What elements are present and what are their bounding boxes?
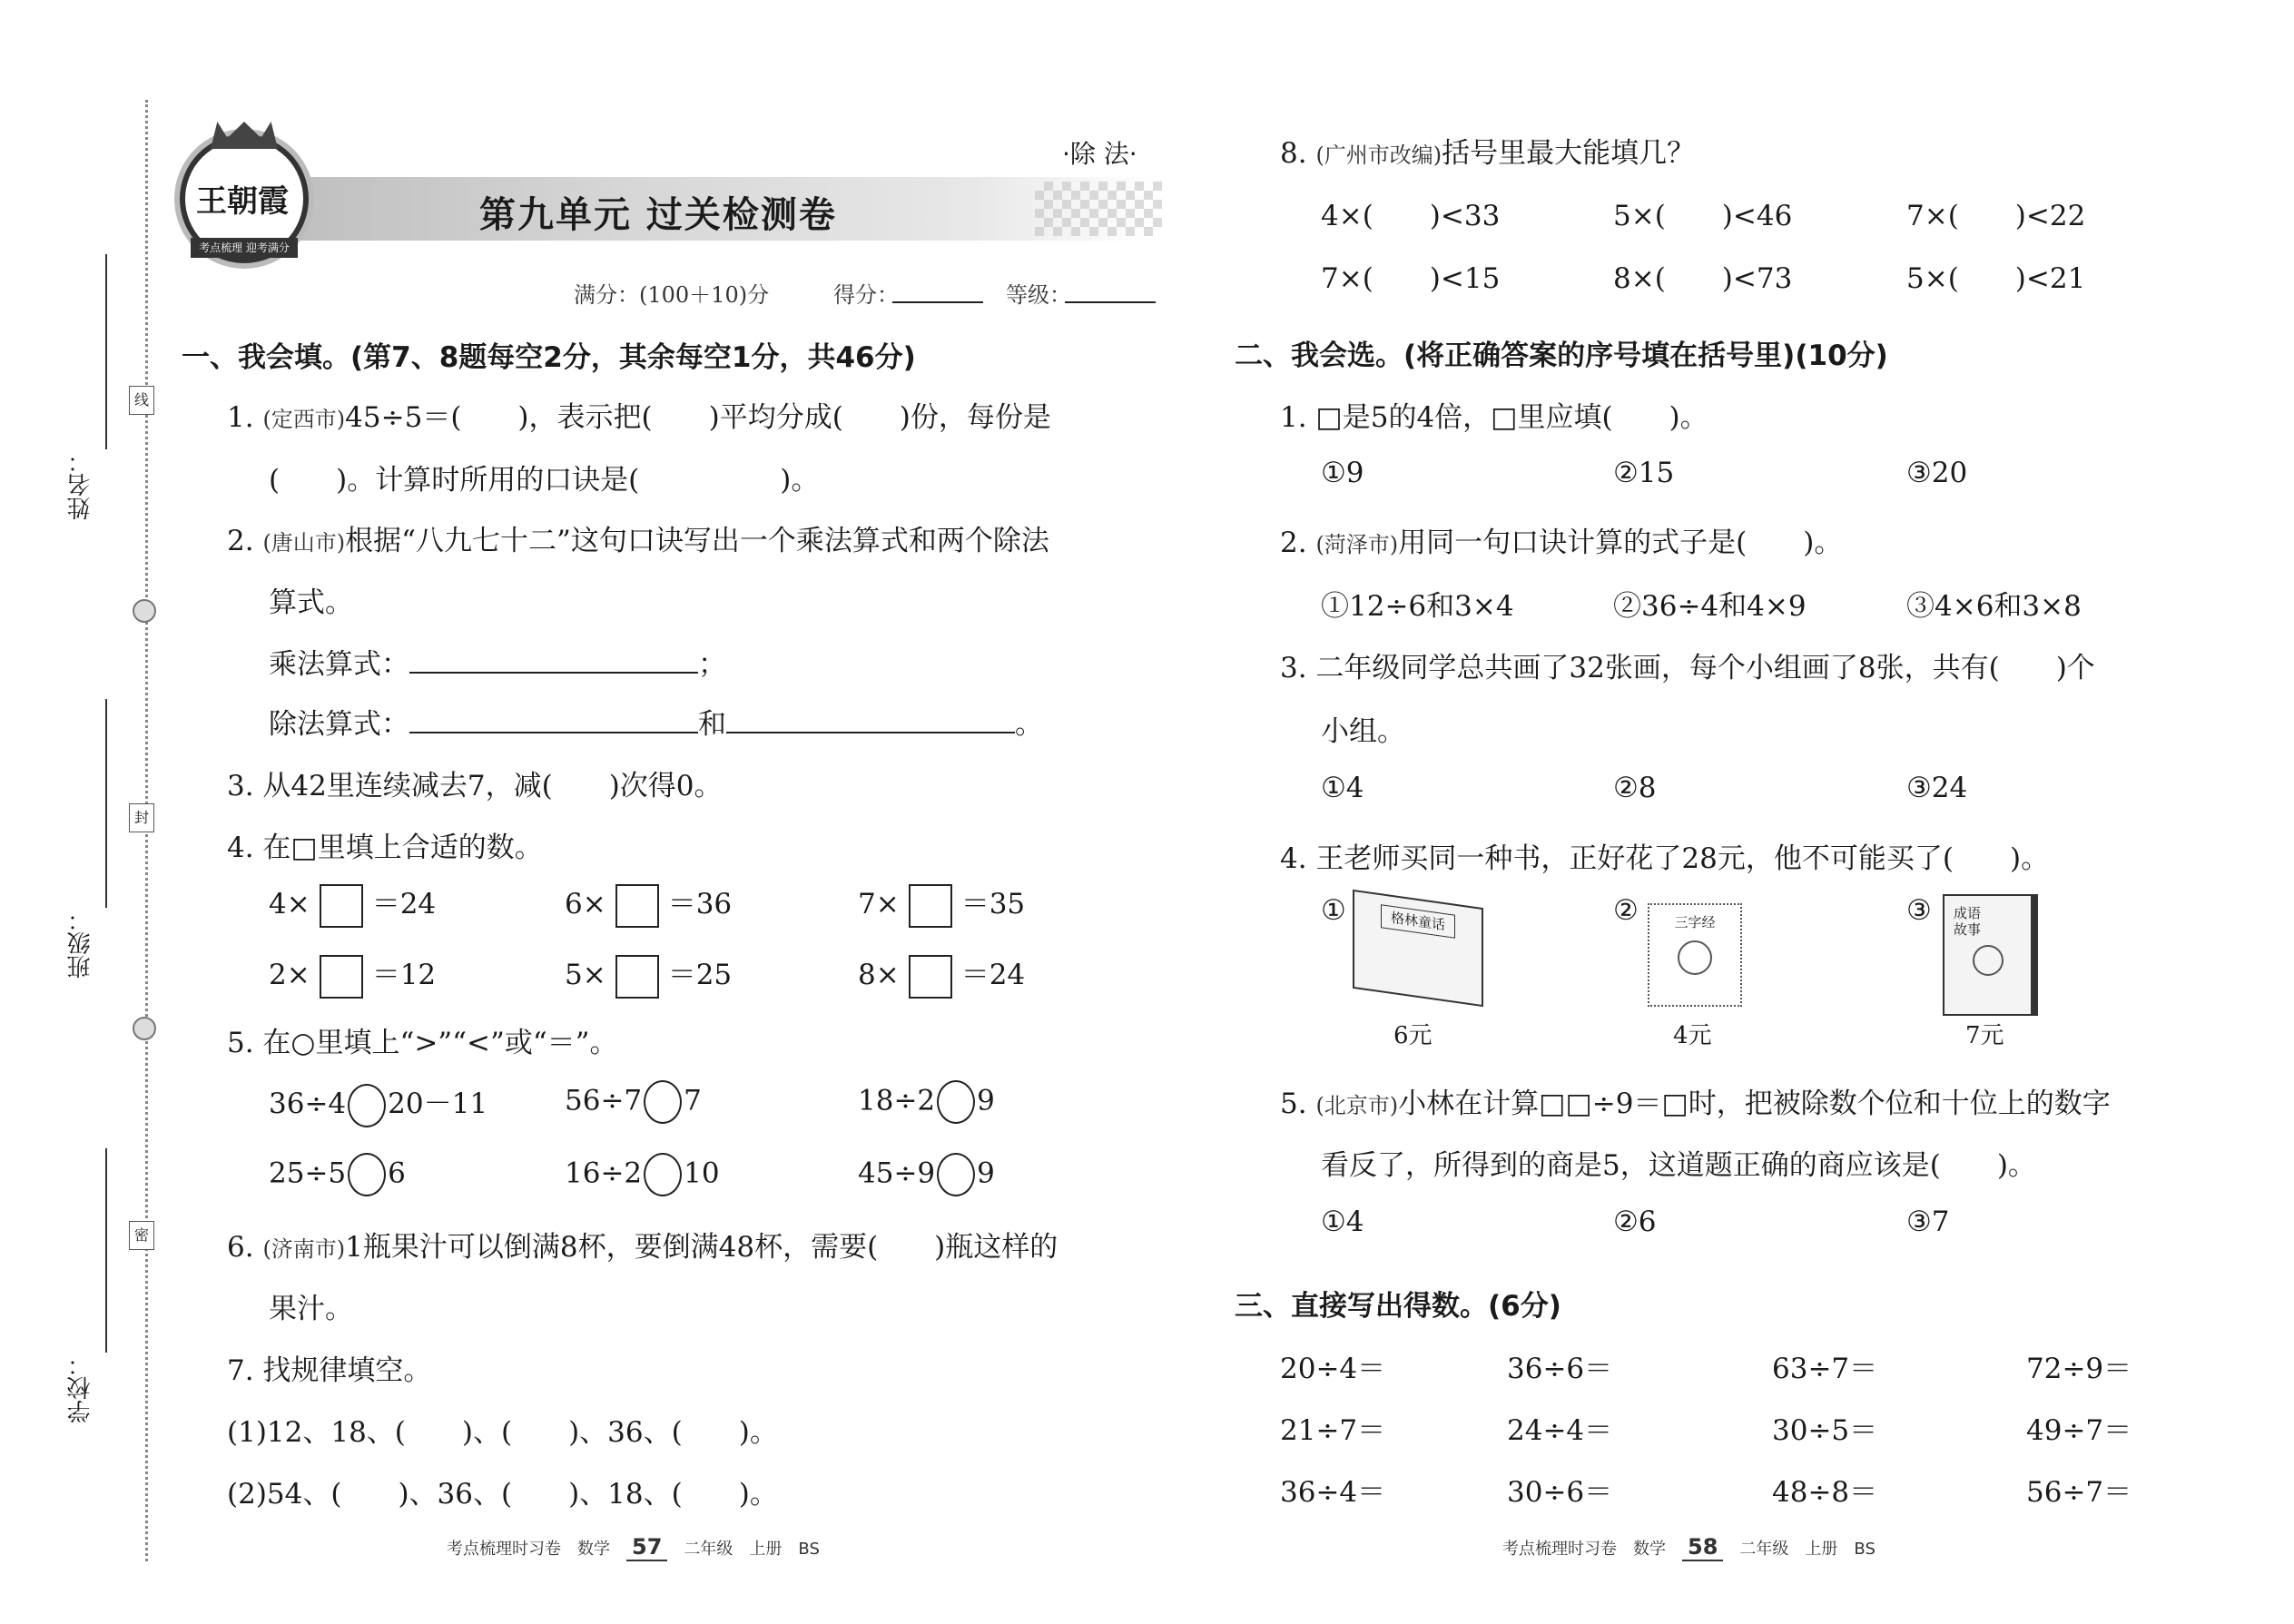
book-title: 格林童话 <box>1381 904 1455 939</box>
expr-right: ＝12 <box>371 959 437 991</box>
question-number: 2. <box>227 525 254 557</box>
book-price: 4元 <box>1673 1022 1712 1049</box>
q4-item <box>565 881 732 928</box>
calc-item: 21÷7＝ <box>1280 1414 1386 1447</box>
section-2-heading: 二、我会选。(将正确答案的序号填在括号里)(10分) <box>1235 340 1888 372</box>
calc-item: 24÷4＝ <box>1507 1414 1613 1447</box>
q8-item: 4×( )<33 <box>1321 200 1501 232</box>
q8-item: 7×( )<15 <box>1321 262 1501 295</box>
question-3: 3. 从42里连续减去7，减( )次得0。 <box>227 770 723 802</box>
question-7: 7. 找规律填空。 <box>227 1354 432 1387</box>
option[interactable]: ①9 <box>1321 457 1364 489</box>
s2-question-3: 3. 二年级同学总共画了32张画，每个小组画了8张，共有( )个 <box>1280 652 2095 684</box>
option[interactable]: ②15 <box>1613 457 1675 489</box>
class-fill-line <box>105 699 107 908</box>
page-title: 第九单元 过关检测卷 <box>479 194 837 236</box>
expr-left: 2× <box>269 959 310 991</box>
expr-right: 6 <box>388 1156 406 1190</box>
footer-right <box>1502 1534 1876 1561</box>
option[interactable]: ①4 <box>1321 772 1364 804</box>
s2-question-5-cont: 看反了，所得到的商是5，这道题正确的商应该是( )。 <box>1321 1149 2036 1182</box>
score-field[interactable] <box>892 301 983 303</box>
question-source: (北京市) <box>1315 1093 1399 1118</box>
calc-item: 56÷7＝ <box>2026 1476 2132 1509</box>
expr-right: 9 <box>977 1156 995 1190</box>
binding-hole <box>133 599 156 623</box>
expr-right: ＝35 <box>960 888 1026 920</box>
option[interactable]: ②8 <box>1613 772 1657 804</box>
question-number: 8. <box>1280 137 1307 170</box>
q8-item: 7×( )<22 <box>1906 200 2086 232</box>
question-text: 根据“八九七十二”这句口诀写出一个乘法算式和两个除法 <box>345 525 1049 557</box>
q8-item: 8×( )<73 <box>1613 262 1793 295</box>
logo-text: 王朝霞 <box>196 183 289 220</box>
s2-question-2 <box>1280 519 1842 560</box>
q4-item <box>269 951 436 999</box>
expr-right: ＝36 <box>667 888 733 920</box>
calc-item: 48÷8＝ <box>1772 1476 1878 1509</box>
answer-box[interactable] <box>615 884 659 928</box>
expr-left: 36÷4 <box>269 1088 347 1120</box>
class-label: 班级： <box>67 908 94 979</box>
expr-left: 18÷2 <box>858 1084 936 1117</box>
question-text: 1瓶果汁可以倒满8杯，要倒满48杯，需要( )瓶这样的 <box>345 1231 1058 1264</box>
expr-left: 16÷2 <box>565 1156 643 1190</box>
school-fill-line <box>105 1148 107 1353</box>
calc-item: 20÷4＝ <box>1280 1353 1386 1385</box>
option-mark[interactable]: ③ <box>1906 894 1932 927</box>
mul-answer-line[interactable] <box>409 645 698 674</box>
question-6 <box>227 1224 1058 1265</box>
calc-item: 36÷6＝ <box>1507 1353 1613 1385</box>
semicolon: ； <box>698 648 726 681</box>
expr-left: 8× <box>858 959 900 991</box>
binding-hole <box>133 1017 156 1040</box>
question-8 <box>1280 130 1695 171</box>
question-4: 4. 在□里填上合适的数。 <box>227 832 543 864</box>
grade-label: 等级： <box>1006 282 1071 308</box>
expr-right: 20－11 <box>388 1088 488 1120</box>
question-text: 小林在计算□□÷9＝□时，把被除数个位和十位上的数字 <box>1398 1088 2111 1120</box>
compare-circle[interactable] <box>348 1153 386 1196</box>
option[interactable]: ②6 <box>1613 1206 1657 1238</box>
question-number: 2. <box>1280 527 1307 559</box>
q5-item <box>269 1080 487 1127</box>
option[interactable]: ③7 <box>1906 1206 1950 1238</box>
option[interactable]: ③4×6和3×8 <box>1906 590 2082 623</box>
mul-label: 乘法算式： <box>269 648 409 681</box>
footer-text: 考点梳理时习卷 数学 <box>447 1540 610 1559</box>
option-mark[interactable]: ② <box>1613 894 1639 927</box>
book-price: 7元 <box>1965 1022 2004 1049</box>
name-fill-line <box>105 254 107 449</box>
compare-circle[interactable] <box>348 1084 386 1127</box>
calc-item: 30÷6＝ <box>1507 1476 1613 1509</box>
division-answer-row <box>269 701 1043 742</box>
page-number: 57 <box>626 1534 667 1561</box>
footer-text: 二年级 上册 BS <box>1739 1540 1876 1559</box>
question-source: (定西市) <box>262 407 346 432</box>
question-number: 5. <box>1280 1088 1307 1120</box>
q8-item: 5×( )<21 <box>1906 262 2086 295</box>
banner-pattern <box>1035 182 1162 236</box>
question-source: (唐山市) <box>262 530 346 556</box>
book-price: 6元 <box>1393 1022 1433 1049</box>
s2-question-1: 1. □是5的4倍，□里应填( )。 <box>1280 401 1708 434</box>
answer-box[interactable] <box>615 955 659 999</box>
question-source: (广州市改编) <box>1315 143 1442 168</box>
q4-item <box>269 881 436 928</box>
question-source: (济南市) <box>262 1236 346 1262</box>
compare-circle[interactable] <box>644 1080 682 1124</box>
expr-right: ＝24 <box>960 959 1026 991</box>
div-answer-line-1[interactable] <box>409 704 698 733</box>
answer-box[interactable] <box>909 955 952 999</box>
q5-item <box>269 1153 406 1196</box>
full-score: 满分：(100＋10)分 <box>574 282 770 308</box>
expr-right: 9 <box>977 1084 995 1117</box>
expr-left: 45÷9 <box>858 1156 936 1190</box>
expr-right: ＝25 <box>667 959 733 991</box>
question-6-cont: 果汁。 <box>269 1293 353 1325</box>
expr-right: 10 <box>684 1156 720 1190</box>
and-word: 和 <box>698 708 726 741</box>
option[interactable]: ②36÷4和4×9 <box>1613 590 1807 623</box>
binding-tag: 封 <box>129 803 154 832</box>
question-text: 45÷5＝( )，表示把( )平均分成( )份，每份是 <box>345 401 1051 434</box>
answer-box[interactable] <box>320 955 363 999</box>
question-7-part-1: (1)12、18、( )、( )、36、( )。 <box>227 1416 778 1449</box>
logo-ribbon: 考点梳理 迎考满分 <box>191 238 298 258</box>
calc-item: 72÷9＝ <box>2026 1353 2132 1385</box>
question-text: 用同一句口诀计算的式子是( )。 <box>1398 527 1843 559</box>
expr-left: 25÷5 <box>269 1156 347 1190</box>
school-label: 学校： <box>67 1353 94 1423</box>
compare-circle[interactable] <box>937 1153 975 1196</box>
calc-item: 49÷7＝ <box>2026 1414 2132 1447</box>
question-number: 1. <box>227 401 254 434</box>
section-3-heading: 三、直接写出得数。(6分) <box>1235 1290 1561 1323</box>
binding-tag: 线 <box>129 386 154 415</box>
book-title: 三字经 <box>1674 914 1716 930</box>
grade-field[interactable] <box>1065 301 1156 303</box>
s2-question-4: 4. 王老师买同一种书，正好花了28元，他不可能买了( )。 <box>1280 842 2050 875</box>
expr-right: 7 <box>684 1084 702 1117</box>
expr-left: 5× <box>565 959 606 991</box>
question-2-cont: 算式。 <box>269 586 353 619</box>
question-7-part-2: (2)54、( )、36、( )、18、( )。 <box>227 1478 778 1511</box>
question-1 <box>227 394 1051 435</box>
book-icon <box>1353 890 1483 1007</box>
option[interactable]: ③20 <box>1906 457 1968 489</box>
q4-item <box>858 881 1025 928</box>
question-text: 括号里最大能填几？ <box>1442 137 1696 170</box>
calc-item: 63÷7＝ <box>1772 1353 1878 1385</box>
score-label: 得分： <box>833 282 899 308</box>
figure-icon <box>1973 945 2004 976</box>
q5-item <box>565 1080 702 1124</box>
question-number: 6. <box>227 1231 254 1264</box>
multiplication-answer-row <box>269 641 726 682</box>
subject-tag: ·除 法· <box>1062 139 1137 169</box>
q4-item <box>565 951 732 999</box>
compare-circle[interactable] <box>937 1080 975 1124</box>
calc-item: 30÷5＝ <box>1772 1414 1878 1447</box>
question-1-cont: ( )。计算时所用的口诀是( )。 <box>269 464 820 497</box>
binding-tag: 密 <box>129 1221 154 1250</box>
page-number: 58 <box>1682 1534 1723 1561</box>
answer-box[interactable] <box>320 884 363 928</box>
q5-item <box>565 1153 720 1196</box>
footer-left <box>447 1534 820 1561</box>
q5-item <box>858 1153 995 1196</box>
q4-item <box>858 951 1025 999</box>
expr-left: 56÷7 <box>565 1084 643 1117</box>
div-label: 除法算式： <box>269 708 409 741</box>
answer-box[interactable] <box>909 884 952 928</box>
figure-icon <box>1678 940 1712 975</box>
footer-text: 二年级 上册 BS <box>684 1540 820 1559</box>
calc-item: 36÷4＝ <box>1280 1476 1386 1509</box>
q5-item <box>858 1080 995 1124</box>
crown-icon <box>211 122 278 149</box>
option-mark[interactable]: ① <box>1321 894 1346 927</box>
expr-left: 4× <box>269 888 310 920</box>
expr-left: 7× <box>858 888 900 920</box>
s2-question-5 <box>1280 1080 2111 1121</box>
footer-text: 考点梳理时习卷 数学 <box>1502 1540 1666 1559</box>
section-1-heading: 一、我会填。(第7、8题每空2分，其余每空1分，共46分) <box>182 341 916 374</box>
book-icon <box>1648 903 1742 1007</box>
book-title: 成语故事 <box>1954 905 1982 938</box>
compare-circle[interactable] <box>644 1153 682 1196</box>
s2-question-3-cont: 小组。 <box>1321 715 1405 748</box>
option[interactable]: ①12÷6和3×4 <box>1321 590 1514 623</box>
question-5: 5. 在○里填上“>”“<”或“＝”。 <box>227 1027 618 1059</box>
question-2 <box>227 517 1049 558</box>
option[interactable]: ①4 <box>1321 1206 1364 1238</box>
q8-item: 5×( )<46 <box>1613 200 1793 232</box>
book-icon <box>1943 894 2038 1016</box>
expr-right: ＝24 <box>371 888 437 920</box>
question-source: (菏泽市) <box>1315 532 1399 557</box>
div-answer-line-2[interactable] <box>726 704 1015 733</box>
option[interactable]: ③24 <box>1906 772 1968 804</box>
period: 。 <box>1015 708 1043 741</box>
name-label: 姓名： <box>67 449 94 520</box>
expr-left: 6× <box>565 888 606 920</box>
